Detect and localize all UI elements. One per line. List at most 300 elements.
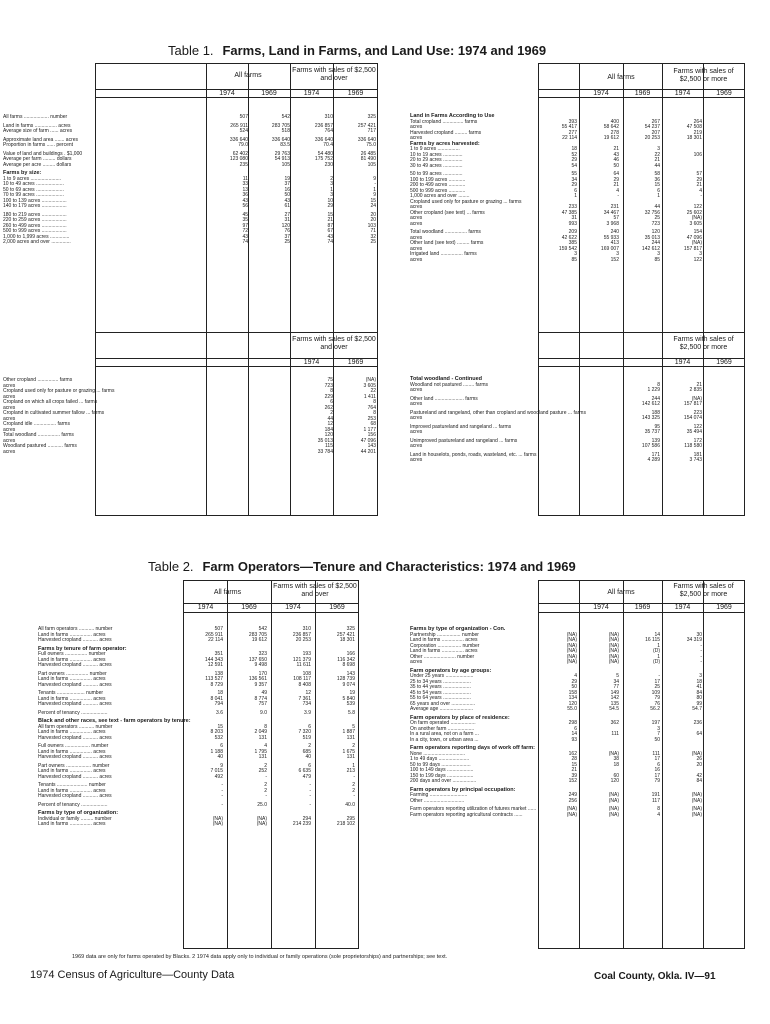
cell-value: 231 — [610, 204, 619, 210]
cell-value: 507 — [239, 114, 248, 120]
cell-value: 13 — [242, 186, 248, 193]
cell-value: 193 — [302, 651, 311, 657]
cell-value: 121 379 — [292, 656, 311, 663]
cell-value: (NA) — [608, 811, 619, 818]
cell-value: 244 — [651, 395, 660, 402]
row-label: 45 to 54 years .................... — [410, 689, 471, 696]
cell-value: 15 — [571, 761, 577, 768]
table2-title: Table 2. Farm Operators—Tenure and Characteristics: 1974 and 1969 — [148, 559, 576, 574]
cell-value: 9 357 — [254, 681, 267, 688]
row-label: acres — [410, 234, 423, 241]
cell-value: 1 — [373, 186, 376, 193]
cell-value: 34 — [613, 678, 619, 685]
cell-value: 11 611 — [296, 662, 311, 668]
cell-value: 105 — [367, 161, 376, 168]
row-label: 1,000 acres and over ........ — [410, 193, 470, 199]
cell-value: 43 — [284, 197, 290, 204]
cell-value: 25 — [654, 684, 660, 690]
cell-value: 207 — [651, 129, 660, 136]
cell-value: 8 — [373, 399, 376, 405]
cell-value: 283 705 — [271, 122, 290, 129]
cell-value: (NA) — [566, 653, 577, 660]
cell-value: 518 — [281, 128, 290, 134]
t1l-body-a — [3, 115, 377, 246]
cell-value: 29 — [571, 157, 577, 163]
cell-value: 2 — [352, 743, 355, 749]
cell-value: - — [353, 793, 355, 799]
cell-value: (NA) — [566, 811, 577, 818]
cell-value: 111 — [611, 731, 619, 737]
cell-value: - — [700, 648, 702, 654]
row-label: 55 to 64 years .................... — [410, 695, 471, 701]
cell-value: 64 — [613, 171, 619, 177]
cell-value: 685 — [302, 748, 311, 755]
cell-value: 122 — [693, 423, 702, 430]
cell-value: 1 675 — [342, 748, 355, 755]
cell-value: 3.9 — [304, 709, 311, 716]
row-label: Land in farms ................ acres — [3, 122, 71, 129]
cell-value: 6 — [657, 187, 660, 194]
cell-value: 159 542 — [558, 245, 577, 252]
row-label: Farm operators reporting days of work off farm: — [410, 745, 535, 751]
cell-value: 50 — [613, 162, 619, 169]
cell-value: 143 — [346, 670, 355, 677]
cell-value: 209 — [568, 229, 577, 235]
cell-value: 131 — [346, 754, 355, 760]
cell-value: 4 — [657, 811, 660, 818]
cell-value: 70.4 — [323, 142, 333, 148]
cell-value: (NA) — [566, 648, 577, 654]
cell-value: 31 — [284, 217, 290, 223]
cell-value: 3 605 — [363, 382, 376, 389]
row-label: Land in farms ................ acres — [38, 729, 106, 735]
cell-value: 45 — [242, 211, 248, 218]
cell-value: 47 096 — [360, 437, 376, 444]
cell-value: 40 — [305, 754, 311, 760]
cell-value: 2 — [308, 743, 311, 749]
cell-value: 20 — [370, 217, 376, 223]
row-label: Cropland used only for pasture or grazing ... farms — [410, 198, 522, 205]
cell-value: 139 — [651, 437, 660, 444]
row-label: 1 to 49 days ...................... — [410, 756, 470, 762]
cell-value: 1 411 — [363, 393, 376, 400]
table1-right: All farms Farms with sales of $2,500 or more 1974 1969 1974 1969 Farms with sales of $2,500 or more 1974 1969 — [538, 63, 745, 516]
cell-value: 56.2 — [650, 706, 660, 712]
cell-value: 42 — [696, 772, 702, 779]
cell-value: 64 — [696, 731, 702, 737]
row-label: acres — [410, 215, 423, 221]
cell-value: 257 421 — [357, 122, 376, 129]
cell-value: 83.5 — [280, 142, 290, 148]
cell-value: 54 480 — [317, 150, 333, 157]
row-label: Farms by acres harvested: — [410, 140, 480, 147]
cell-value: 2 835 — [689, 387, 702, 393]
cell-value: 325 — [346, 626, 355, 632]
cell-value: 764 — [324, 128, 333, 134]
row-label: Farm operators by place of residence: — [410, 714, 510, 721]
cell-value: 213 — [346, 768, 355, 774]
table2-left: All farms Farms with sales of $2,500 and over 1974 1969 1974 1969 — [183, 580, 359, 949]
cell-value: 122 — [693, 204, 702, 210]
cell-value: (NA) — [608, 648, 619, 654]
row-label: 260 to 499 acres .................. — [3, 222, 67, 229]
cell-value: (NA) — [212, 815, 223, 822]
cell-value: 181 — [693, 451, 702, 458]
table-row — [410, 813, 743, 819]
cell-value: 794 — [214, 701, 223, 707]
row-label: Land in farms ................ acres — [410, 637, 478, 643]
cell-value: (NA) — [608, 659, 619, 665]
row-label: Individual or family ......... number — [38, 815, 112, 822]
cell-value: 67 — [327, 228, 333, 234]
row-label: 65 years and over ................. — [410, 700, 476, 707]
row-label: 1 to 9 acres ................ — [410, 146, 460, 152]
row-label: Harvested cropland ........... acres — [38, 773, 112, 780]
row-label: Land in farms ................ acres — [38, 631, 106, 638]
cell-value: 34 319 — [686, 637, 702, 643]
cell-value: 29 — [327, 203, 333, 209]
cell-value: 37 — [284, 181, 290, 187]
cell-value: 35 — [242, 217, 248, 223]
row-label: Other cropland ............... farms — [3, 377, 73, 383]
cell-value: 542 — [258, 626, 267, 632]
cell-value: 29 — [613, 176, 619, 183]
cell-value: 5.8 — [348, 709, 355, 716]
cell-value: 351 — [214, 651, 223, 657]
cell-value: 3 — [330, 181, 333, 187]
row-label: Land in Farms According to Use — [410, 113, 495, 119]
cell-value: - — [309, 782, 311, 788]
cell-value: 4 289 — [647, 457, 660, 463]
cell-value: 76 — [654, 700, 660, 707]
cell-value: (NA) — [365, 377, 376, 383]
cell-value: 85 — [571, 256, 577, 263]
cell-value: 19 — [349, 690, 355, 696]
cell-value: 29 — [696, 176, 702, 183]
cell-value: 50 — [654, 736, 660, 743]
cell-value: (NA) — [691, 395, 702, 402]
cell-value: 42 622 — [561, 234, 577, 241]
cell-value: - — [265, 773, 267, 780]
cell-value: 15 — [327, 211, 333, 218]
cell-value: 171 — [651, 451, 660, 458]
cell-value: 175 752 — [314, 156, 333, 162]
row-label: Woodland pastured ........... farms — [3, 443, 77, 449]
cell-value: 143 325 — [641, 415, 660, 421]
cell-value: 18 — [217, 690, 223, 696]
cell-value: 80 — [696, 695, 702, 701]
cell-value: 43 — [613, 151, 619, 158]
cell-value: 507 — [214, 626, 223, 632]
cell-value: 723 — [324, 382, 333, 389]
cell-value: - — [309, 793, 311, 799]
cell-value: 16 — [654, 767, 660, 773]
row-label: 150 to 199 days ................... — [410, 772, 474, 779]
cell-value: 25 — [370, 239, 376, 245]
cell-value: 236 — [693, 720, 702, 726]
row-label: Total woodland ................ farms — [410, 229, 481, 235]
row-label: Harvested cropland ........... acres — [38, 793, 112, 799]
cell-value: 87 — [327, 222, 333, 229]
cell-value: 79.0 — [238, 142, 248, 148]
cell-value: 142 612 — [641, 245, 660, 252]
cell-value: 252 — [258, 768, 267, 774]
row-label: Irrigated land ................ farms — [410, 251, 477, 257]
cell-value: 310 — [324, 114, 333, 120]
cell-value: 4 — [264, 743, 267, 749]
cell-value: 532 — [214, 734, 223, 741]
cell-value: (NA) — [212, 821, 223, 827]
cell-value: 2 — [352, 782, 355, 788]
cell-value: 44 201 — [360, 448, 376, 455]
row-label: Average per acre ......... dollars — [3, 161, 72, 168]
cell-value: 137 650 — [248, 656, 267, 663]
row-label: Total cropland ............... farms — [410, 118, 478, 125]
cell-value: 20 253 — [295, 637, 311, 643]
cell-value: 3 — [699, 673, 702, 679]
row-label: 100 to 199 acres ............ — [410, 176, 466, 183]
cell-value: 41 — [696, 684, 702, 690]
cell-value: (NA) — [566, 631, 577, 638]
row-label: Under 25 years .................... — [410, 673, 474, 679]
cell-value: 336 640 — [229, 136, 248, 143]
cell-value: 8 041 — [210, 695, 223, 702]
table1-left: All farms Farms with sales of $2,500 and over 1974 1969 1974 1969 Farms with sales of $2,500 and over 1974 1969 All farms .................. number 507 542 310 325 Land in farms ................ acres 265 911 283 705 236 857 257 421 Average size of farm ...... acres 524 518 764 717 Approximate land area ....... acres 336 640 336 640 336 640 336 640 Proportion in farms ...... percent 79.0 83.5 70.4 75.0 Value of land and buildings . $1,000 62 402 29 763 54 480 26 485 Average per farm ......... dollars 123 080 54 913 175 752 81 490 Average per acre ......... dollars 235 105 230 105 Farms by size: 1 to 9 acres ...................... 11 19 2 9 10 to 49 acres .................... 33 37 3 - 50 to 69 acres .................... 13 16 1 1 70 to 99 acres .................... 36 50 3 9 100 to 139 acres .................. 43 43 10 15 140 to 179 acres .................. 56 61 29 24 180 to 219 acres .................. 45 27 15 20 220 to 259 acres .................. 35 31 21 20 260 to 499 acres .................. 97 120 87 103 500 to 999 acres .................. 72 76 67 71 1,000 to 1,999 acres .............. 43 37 43 32 2,000 acres and over .............. 74 25 74 25 Other cropland ............... farms 75 (NA) acres 723 3 605 Cropland used only for pasture or grazing ... farms 8 22 acres 229 1 411 Cropland on which all crops failed ... farms 6 8 acres 262 764 Cropland in cultivated summer fallow ... farms 2 8 acres 44 253 Cropland idle ................ farms 12 68 acres 184 1 177 Total woodland ................ farms 120 156 acres 35 013 47 096 Woodland pastured ........... farms 115 143 acres 33 784 44 201 — [95, 63, 378, 516]
row-label: Farms by tenure of farm operator: — [38, 645, 127, 652]
row-label: Farms by size: — [3, 170, 42, 176]
cell-value: 60 — [613, 772, 619, 779]
cell-value: 993 — [568, 220, 577, 227]
cell-value: 54.5 — [609, 706, 619, 712]
cell-value: 262 — [324, 404, 333, 411]
cell-value: 764 — [367, 404, 376, 411]
cell-value: 123 080 — [229, 156, 248, 162]
row-label: All farm operators ........... number — [38, 723, 113, 730]
row-label: 100 to 149 days ................... — [410, 767, 474, 773]
row-label: Land in farms ................ acres — [38, 656, 106, 663]
cell-value: 1 — [657, 642, 660, 649]
cell-value: 19 — [284, 175, 290, 182]
row-label: acres — [410, 220, 423, 227]
cell-value: 156 — [367, 432, 376, 438]
cell-value: 257 421 — [336, 631, 355, 638]
cell-value: 84 — [696, 778, 702, 784]
cell-value: 8 — [657, 381, 660, 388]
row-label: Total woodland ................ farms — [3, 432, 74, 438]
cell-value: 14 — [654, 631, 660, 638]
cell-value: 267 — [651, 118, 660, 125]
cell-value: 6 — [574, 725, 577, 732]
cell-value: 18 301 — [339, 637, 355, 643]
cell-value: 294 — [302, 815, 311, 822]
cell-value: 15 — [370, 197, 376, 204]
row-label: Part owners ................ number — [38, 670, 107, 677]
row-label: Approximate land area ....... acres — [3, 136, 79, 143]
cell-value: 22 114 — [562, 135, 577, 141]
row-label: acres — [3, 426, 16, 433]
cell-value: 18 — [696, 678, 702, 685]
cell-value: - — [221, 787, 223, 794]
cell-value: 8 729 — [210, 681, 223, 688]
row-label: 50 to 69 acres .................... — [3, 186, 64, 193]
cell-value: 519 — [302, 734, 311, 741]
table-row — [3, 240, 377, 246]
cell-value: 158 — [568, 689, 577, 696]
t1r-body-b — [410, 377, 743, 464]
cell-value: 9 498 — [254, 662, 267, 668]
row-label: Farm operators by age groups: — [410, 667, 492, 674]
cell-value: 3 — [657, 725, 660, 732]
row-label: Woodland not pastured ........ farms — [410, 381, 489, 388]
cell-value: - — [374, 181, 376, 187]
cell-value: 1 — [657, 653, 660, 660]
row-label: All farm operators ........... number — [38, 626, 113, 632]
row-label: 2,000 acres and over .............. — [3, 239, 71, 245]
cell-value: 120 — [324, 432, 333, 438]
cell-value: 109 — [651, 689, 660, 696]
cell-value: 8 — [373, 410, 376, 416]
row-label: acres — [410, 457, 423, 463]
cell-value: 3.6 — [216, 709, 223, 716]
cell-value: 8 — [657, 806, 660, 812]
row-label: acres — [410, 124, 423, 130]
cell-value: (NA) — [256, 815, 267, 822]
cell-value: 32 756 — [644, 209, 660, 216]
cell-value: 15 — [217, 723, 223, 730]
cell-value: 39 — [571, 772, 577, 779]
cell-value: 26 485 — [360, 150, 376, 157]
row-label: Land in farms ................ acres — [38, 748, 106, 755]
row-label: Farm operators by principal occupation: — [410, 786, 516, 793]
cell-value: 230 — [324, 161, 333, 168]
row-label: Average size of farm ...... acres — [3, 128, 73, 134]
t2l-body — [38, 627, 357, 828]
row-label: acres — [410, 204, 423, 210]
cell-value: 120 — [651, 229, 660, 235]
cell-value: 325 — [367, 114, 376, 120]
cell-value: - — [617, 193, 619, 199]
cell-value: 256 — [568, 797, 577, 804]
cell-value: 81 490 — [360, 156, 376, 162]
cell-value: 26 — [696, 756, 702, 762]
cell-value: 336 640 — [271, 136, 290, 143]
row-label: Cropland used only for pasture or grazing ... farms — [3, 388, 115, 394]
cell-value: - — [353, 773, 355, 780]
cell-value: 47 096 — [686, 234, 702, 241]
cell-value: 17 — [654, 678, 660, 685]
cell-value: - — [700, 193, 702, 199]
cell-value: 106 — [693, 151, 702, 158]
cell-value: 154 — [693, 229, 702, 235]
cell-value: - — [658, 673, 660, 679]
row-label: 70 to 99 acres .................... — [3, 192, 64, 198]
row-label: 10 to 19 acres .............. — [410, 151, 463, 158]
row-label: Percent of tenancy ................... — [38, 709, 108, 716]
cell-value: 20 — [370, 211, 376, 218]
row-label: acres — [410, 387, 423, 393]
cell-value: 36 — [654, 176, 660, 183]
cell-value: 95 — [654, 423, 660, 430]
cell-value: 18 — [571, 146, 577, 152]
cell-value: 188 — [651, 409, 660, 416]
cell-value: 21 — [696, 381, 702, 388]
row-label: 25 to 34 years .................... — [410, 678, 471, 685]
cell-value: 25.0 — [257, 801, 267, 808]
cell-value: 11 — [242, 175, 248, 182]
cell-value: 310 — [302, 626, 311, 632]
cell-value: 74 — [327, 239, 333, 245]
row-label: acres — [410, 659, 423, 665]
row-label: acres — [3, 437, 16, 444]
cell-value: 108 117 — [293, 676, 311, 682]
cell-value: 54 237 — [644, 124, 660, 130]
cell-value: (NA) — [566, 637, 577, 643]
cell-value: 93 — [571, 736, 577, 743]
cell-value: 277 — [568, 129, 577, 136]
row-label: Land in farms ................ acres — [38, 821, 106, 827]
cell-value: 3 — [657, 146, 660, 152]
cell-value: 229 — [324, 393, 333, 400]
row-label: Land in farms ................ acres — [38, 695, 106, 702]
cell-value: 3 — [699, 251, 702, 257]
cell-value: 18 301 — [686, 135, 702, 141]
cell-value: 1 — [574, 193, 577, 199]
cell-value: 30 — [696, 631, 702, 638]
cell-value: 21 — [613, 182, 619, 188]
cell-value: 8 408 — [298, 681, 311, 688]
cell-value: (NA) — [608, 631, 619, 638]
cell-value: 7 320 — [298, 729, 311, 735]
cell-value: 55 933 — [603, 234, 619, 241]
cell-value: 166 — [346, 651, 355, 657]
row-label: Partnership ................. number — [410, 631, 479, 638]
row-label: Average per farm ......... dollars — [3, 156, 72, 162]
row-label: acres — [3, 382, 16, 389]
cell-value: 35 013 — [317, 437, 333, 444]
row-label: Tenants ...................... number — [38, 782, 106, 788]
cell-value: 492 — [214, 773, 223, 780]
cell-value: 6 — [657, 761, 660, 768]
cell-value: 76 — [284, 228, 290, 234]
cell-value: (NA) — [608, 637, 619, 643]
cell-value: 46 — [613, 157, 619, 163]
table-row — [410, 458, 743, 464]
cell-value: 7 015 — [210, 768, 223, 774]
cell-value: 253 — [367, 415, 376, 422]
cell-value: 131 — [258, 754, 267, 760]
cell-value: 84 — [696, 689, 702, 696]
cell-value: 34 467 — [603, 209, 619, 216]
row-label: Cropland in cultivated summer fallow ... farms — [3, 410, 105, 416]
cell-value: 265 911 — [230, 122, 248, 129]
row-label: acres — [410, 443, 423, 449]
cell-value: (D) — [653, 659, 660, 665]
cell-value: 236 857 — [292, 631, 311, 638]
cell-value: 50 — [571, 684, 577, 690]
row-label: Farm operators reporting agricultural contracts ...... — [410, 811, 523, 818]
cell-value: 43 — [242, 197, 248, 204]
cell-value: 33 784 — [317, 448, 333, 455]
row-label: Other ............................. — [410, 797, 465, 804]
cell-value: 131 — [258, 734, 267, 741]
row-label: 30 to 49 acres .............. — [410, 162, 463, 169]
row-label: Other land ..................... farms — [410, 395, 478, 402]
cell-value: 79 — [654, 778, 660, 784]
cell-value: 21 — [327, 217, 333, 223]
row-label: Harvested cropland ........... acres — [38, 754, 112, 760]
cell-value: 12 — [305, 690, 311, 696]
row-label: Full owners ................ number — [38, 651, 106, 657]
